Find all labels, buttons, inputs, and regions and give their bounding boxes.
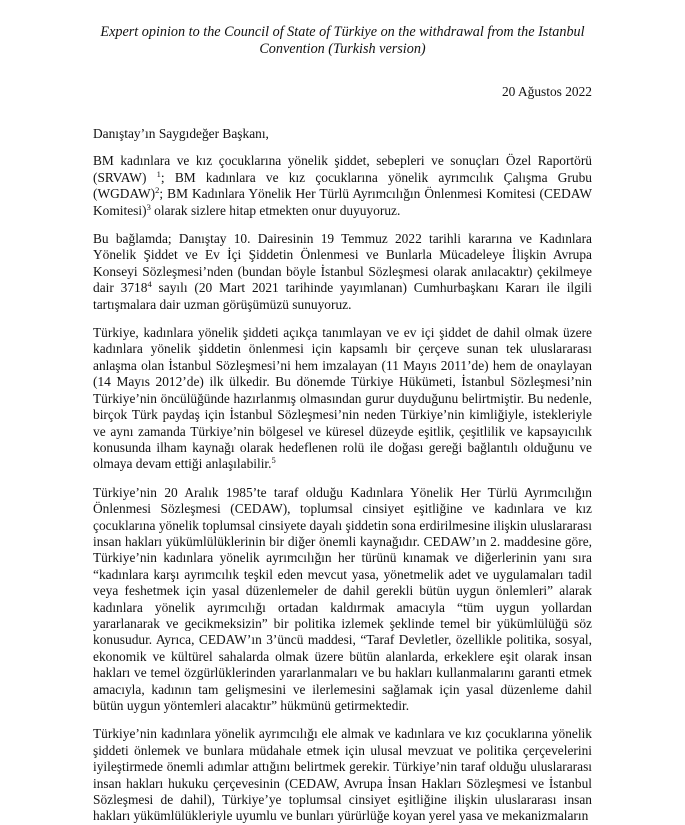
paragraph xyxy=(93,325,592,473)
paragraph-text: Türkiye, kadınlara yönelik şiddeti açıkça tanımlayan ve ev içi şiddet de dahil olmak üzere kadınlara yönelik şiddetin önlenmesi için kapsamlı bir çerçeve sunan tek uluslararası anlaşma olan İstanbul Sözleşmesi’ni hem imzalayan (11 Mayıs 2011’de) hem de onaylayan (14 Mayıs 2012’de) ilk ülkedir. Bu dönemde Türkiye Hükümeti, İstanbul Sözleşmesi’nin Türkiye’nin öncülüğünde hazırlanmış olmasından gurur duyduğunu belirtmiştir. Bu nedenle, birçok Türk paydaş için İstanbul Sözleşmesi’nin neden Türkiye’nin kimliğiyle, istekleriyle ve aynı zamanda Türkiye’nin bölgesel ve küresel düzeyde eşitlik, çeşitlilik ve kapsayıcılık konusunda ilham kaynağı olarak hedeflenen rolü ile doğası gereği bağlantılı olduğunu ve olmaya devam ettiği anlaşılabilir. xyxy=(93,325,592,472)
document-title xyxy=(93,24,592,58)
paragraph-text: sayılı (20 Mart 2021 tarihinde yayımlanan) Cumhurbaşkanı Kararı ile ilgili tartışmalara dair uzman görüşümüzü sunuyoruz. xyxy=(93,280,593,312)
paragraph xyxy=(93,726,592,824)
paragraph-text: olarak sizlere hitap etmekten onur duyuyoruz. xyxy=(150,202,401,218)
paragraph-text: BM kadınlara ve kız çocuklarına yönelik şiddet, sebepleri ve sonuçları Özel Raportörü (SRVAW) xyxy=(93,153,592,185)
body-text xyxy=(93,153,592,824)
paragraph xyxy=(93,153,592,219)
footnote-marker[interactable]: 1 xyxy=(156,168,161,179)
paragraph-text: ; BM Kadınlara Yönelik Her Türlü Ayrımcılığın Önlenmesi Komitesi (CEDAW Komitesi) xyxy=(93,186,592,218)
title-line-2: Convention (Turkish version) xyxy=(259,41,426,57)
document-page xyxy=(0,24,685,824)
footnote-marker[interactable]: 4 xyxy=(147,279,152,290)
salutation: Danıştay’ın Saygıdeğer Başkanı, xyxy=(93,126,269,141)
paragraph-text: ; BM kadınlara ve kız çocuklarına yönelik ayrımcılık Çalışma Grubu (WGDAW) xyxy=(93,169,592,202)
paragraph-text: Türkiye’nin kadınlara yönelik ayrımcılığı ele almak ve kadınlara ve kız çocuklarına yönelik şiddeti önlemek ve bunlara müdahale etmek için ulusal mevzuat ve politika çerçevelerini iyileştirmede önemli adımlar attığını belirtmek gerekir. Türkiye’nin taraf olduğu uluslararası insan hakları hukuku çerçevesinin (CEDAW, Avrupa İnsan Hakları Sözleşmesi ve İstanbul Sözleşmesi de dahil), Türkiye’ye toplumsal cinsiyet eşitliğine ilişkin uluslararası insan hakları yükümlülükleriyle uyumlu ve bunları yürürlüğe koyan yerel yasa ve mekanizmaların xyxy=(93,726,592,824)
paragraph xyxy=(93,231,592,313)
footnote-marker[interactable]: 3 xyxy=(146,201,151,212)
footnote-marker[interactable]: 2 xyxy=(155,185,160,196)
paragraph xyxy=(93,485,592,715)
paragraph-text: Türkiye’nin 20 Aralık 1985’te taraf olduğu Kadınlara Yönelik Her Türlü Ayrımcılığın Önlenmesi Sözleşmesi (CEDAW), toplumsal cinsiyet eşitliğine ve kadınlara ve kız çocuklarına yönelik toplumsal cinsiyete dayalı şiddetin sona erdirilmesine ilişkin uluslararası insan hakları yükümlülüklerinin bir diğer önemli kaynağıdır. CEDAW’ın 2. maddesine göre, Türkiye’nin kadınlara yönelik ayrımcılığın her türünü kınamak ve diğerlerinin yanı sıra “kadınlara karşı ayrımcılık teşkil eden mevcut yasa, yönetmelik adet ve uygulamaları tadil veya feshetmek için yasal düzenlemeler de dahil gerekli bütün uygun önlemleri” alarak kadınlara yönelik ayrımcılığı ortadan kaldırmak amacıyla “tüm uygun yollardan yararlanarak ve gecikmeksizin” bir politika izlemek şeklinde temel bir yükümlülüğü söz konusudur. Ayrıca, CEDAW’ın 3’üncü maddesi, “Taraf Devletler, özellikle politika, sosyal, ekonomik ve kültürel sahalarda olmak üzere bütün alanlarda, erkeklere eşit olarak insan hakları ve temel özgürlüklerinden yararlanmaları ve bu hakları kullanmalarını garanti etmek amacıyla, kadının tam gelişmesini ve ilerlemesini sağlamak için yasal düzenleme dahil bütün uygun yöntemleri alacaktır” hükmünü getirmektedir. xyxy=(93,484,592,713)
document-date: 20 Ağustos 2022 xyxy=(501,84,592,99)
paragraph-text: Bu bağlamda; Danıştay 10. Dairesinin 19 Temmuz 2022 tarihli kararına ve Kadınlara Yönelik Şiddet ve Ev İçi Şiddetin Önlenmesi ve Bunlarla Mücadeleye İlişkin Avrupa Konseyi Sözleşmesi’nden (bundan böyle İstanbul Sözleşmesi olarak anılacaktır) çekilmeye dair 3718 xyxy=(93,231,592,296)
title-line-1: Expert opinion to the Council of State of Türkiye on the withdrawal from the Istanbul xyxy=(100,24,585,40)
footnote-marker[interactable]: 5 xyxy=(271,455,276,466)
